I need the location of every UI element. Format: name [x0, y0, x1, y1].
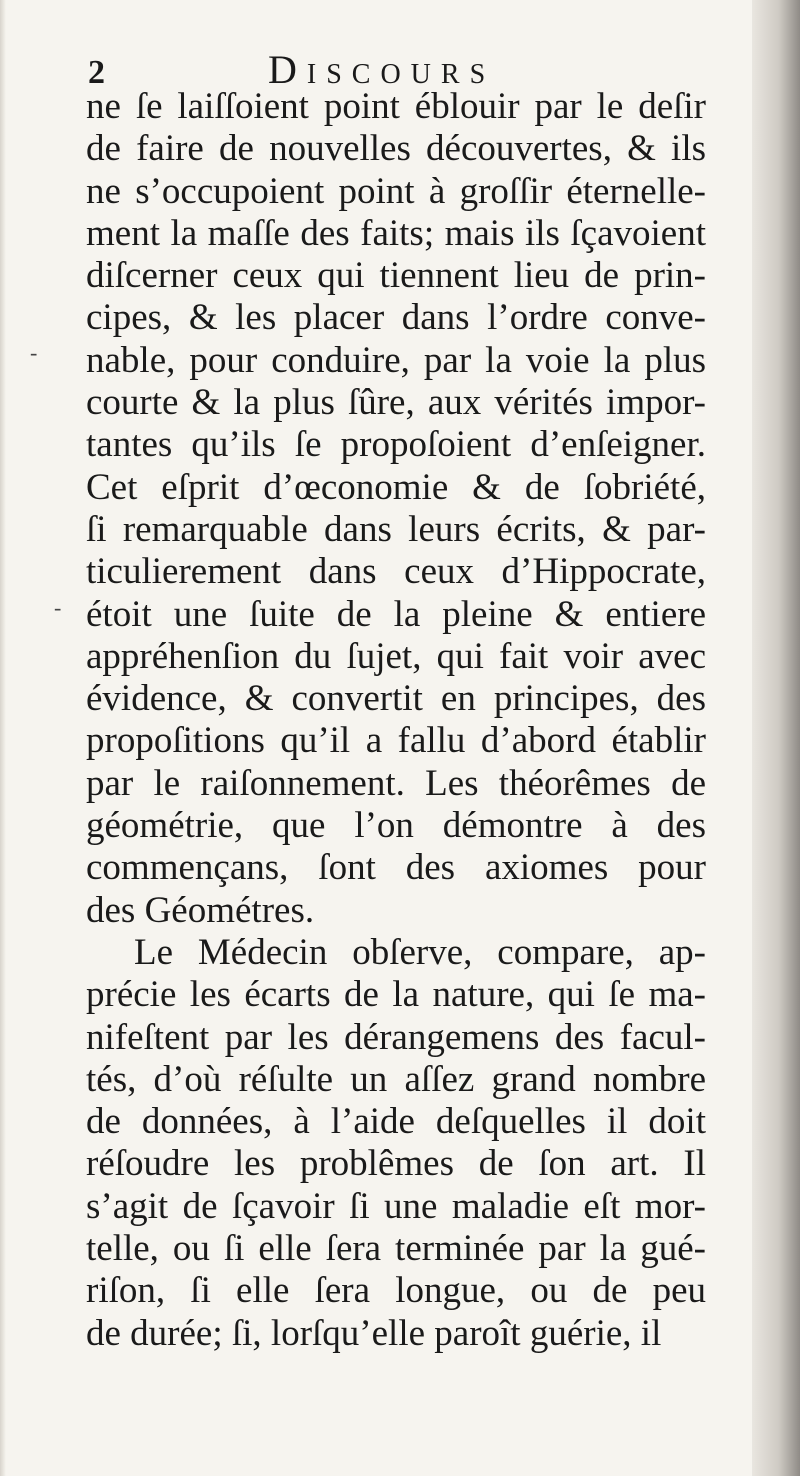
text-line: ment la maſſe des faits; mais ils ſçavoient — [86, 212, 706, 254]
text-line: Cet eſprit d’œconomie & de ſobriété, — [86, 466, 706, 508]
page-header — [88, 44, 688, 92]
text-line: par le raiſonnement. Les théorêmes de — [86, 762, 706, 804]
text-line: géométrie, que l’on démontre à des — [86, 805, 706, 847]
margin-mark: - — [30, 340, 38, 365]
text-line: tés, d’où réſulte un aſſez grand nombre — [86, 1058, 706, 1100]
text-line: cipes, & les placer dans l’ordre conve- — [86, 297, 706, 339]
text-line: propoſitions qu’il a fallu d’abord établir — [86, 720, 706, 762]
text-line: étoit une ſuite de la pleine & entiere — [86, 593, 706, 635]
text-line: ne s’occupoient point à groſſir éternelle- — [86, 170, 706, 212]
text-line: évidence, & convertit en principes, des — [86, 678, 706, 720]
text-line: diſcerner ceux qui tiennent lieu de prin- — [86, 255, 706, 297]
text-line: réſoudre les problêmes de ſon art. Il — [86, 1143, 706, 1185]
text-line: ne ſe laiſſoient point éblouir par le deſir — [86, 86, 706, 127]
text-line: nable, pour conduire, par la voie la plus — [86, 339, 706, 381]
text-line: appréhenſion du ſujet, qui fait voir avec — [86, 635, 706, 677]
text-line: commençans, ſont des axiomes pour — [86, 847, 706, 889]
text-line: riſon, ſi elle ſera longue, ou de peu — [86, 1270, 706, 1312]
text-line: précie les écarts de la nature, qui ſe ma- — [86, 974, 706, 1016]
paragraph — [86, 86, 706, 932]
body-text — [86, 86, 706, 1355]
page-number: 2 — [88, 54, 105, 91]
paragraph — [86, 932, 706, 1355]
text-line: de données, à l’aide deſquelles il doit — [86, 1101, 706, 1143]
text-line: nifeſtent par les dérangemens des facul- — [86, 1016, 706, 1058]
text-line: s’agit de ſçavoir ſi une maladie eſt mor- — [86, 1185, 706, 1227]
text-line: tantes qu’ils ſe propoſoient d’enſeigner. — [86, 424, 706, 466]
text-line: ticulierement dans ceux d’Hippocrate, — [86, 551, 706, 593]
text-line: ſi remarquable dans leurs écrits, & par- — [86, 508, 706, 550]
text-line: Le Médecin obſerve, compare, ap- — [134, 931, 706, 973]
text-line: telle, ou ſi elle ſera terminée par la gué- — [86, 1228, 706, 1270]
text-line: de durée; ſi, lorſqu’elle paroît guérie, il — [86, 1312, 662, 1354]
text-line: de faire de nouvelles découvertes, & ils — [86, 128, 706, 170]
book-page-edge — [752, 0, 800, 1476]
running-head: Discours — [268, 47, 496, 92]
text-line: des Géométres. — [86, 889, 315, 931]
margin-mark: - — [54, 595, 62, 620]
text-line: courte & la plus ſûre, aux vérités impor- — [86, 382, 706, 424]
page-fold-shadow — [0, 0, 6, 1476]
